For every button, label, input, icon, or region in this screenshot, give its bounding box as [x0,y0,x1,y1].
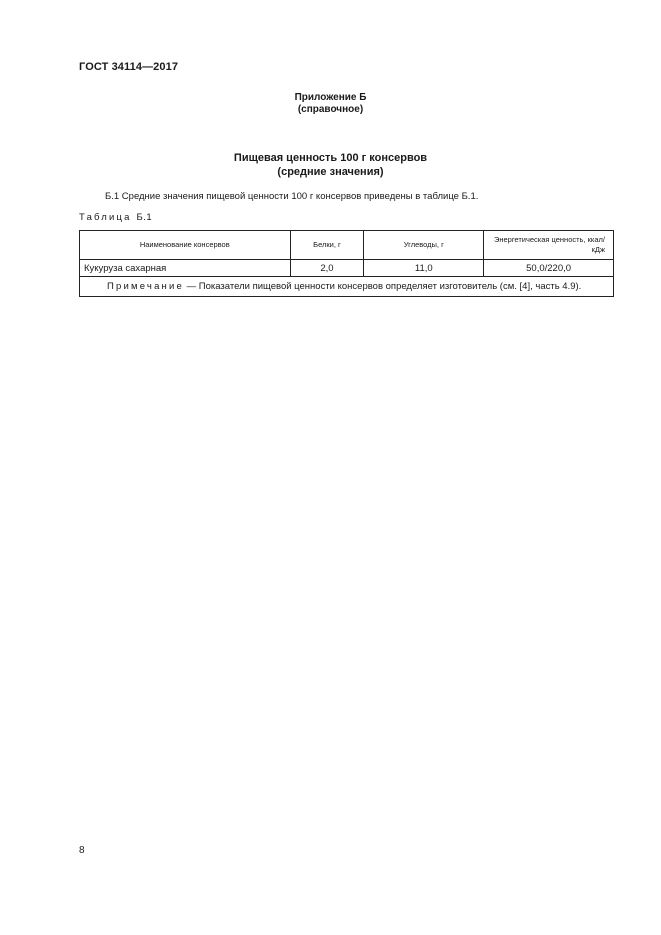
cell-protein: 2,0 [290,260,364,277]
column-header-protein: Белки, г [290,231,364,260]
table-note [80,277,614,297]
body-paragraph: Б.1 Средние значения пищевой ценности 100 г консервов приведены в таблице Б.1. [105,191,479,202]
cell-product-name: Кукуруза сахарная [80,260,291,277]
table-caption [79,212,152,224]
column-header-name: Наименование консервов [80,231,291,260]
nutrition-table [79,230,614,297]
table-row [80,260,614,277]
table-note-row [80,277,614,297]
cell-carbs: 11,0 [364,260,484,277]
section-title-line2: (средние значения) [277,166,384,178]
appendix-heading [0,92,661,116]
note-text: — Показатели пищевой ценности консервов определяет изготовитель (см. [4], часть 4.9). [184,281,582,292]
section-title [0,151,661,179]
appendix-title: Приложение Б [294,92,367,103]
section-title-line1: Пищевая ценность 100 г консервов [233,152,428,164]
table-caption-number: Б.1 [136,212,153,223]
appendix-type: (справочное) [297,104,364,115]
standard-designation: ГОСТ 34114—2017 [79,61,179,73]
page-number: 8 [79,845,85,856]
column-header-carbs: Углеводы, г [364,231,484,260]
table-header-row [80,231,614,260]
note-label: Примечание [107,281,184,292]
column-header-energy: Энергетическая ценность, ккал/кДж [484,231,614,260]
cell-energy: 50,0/220,0 [484,260,614,277]
table-caption-label: Таблица [79,212,132,223]
